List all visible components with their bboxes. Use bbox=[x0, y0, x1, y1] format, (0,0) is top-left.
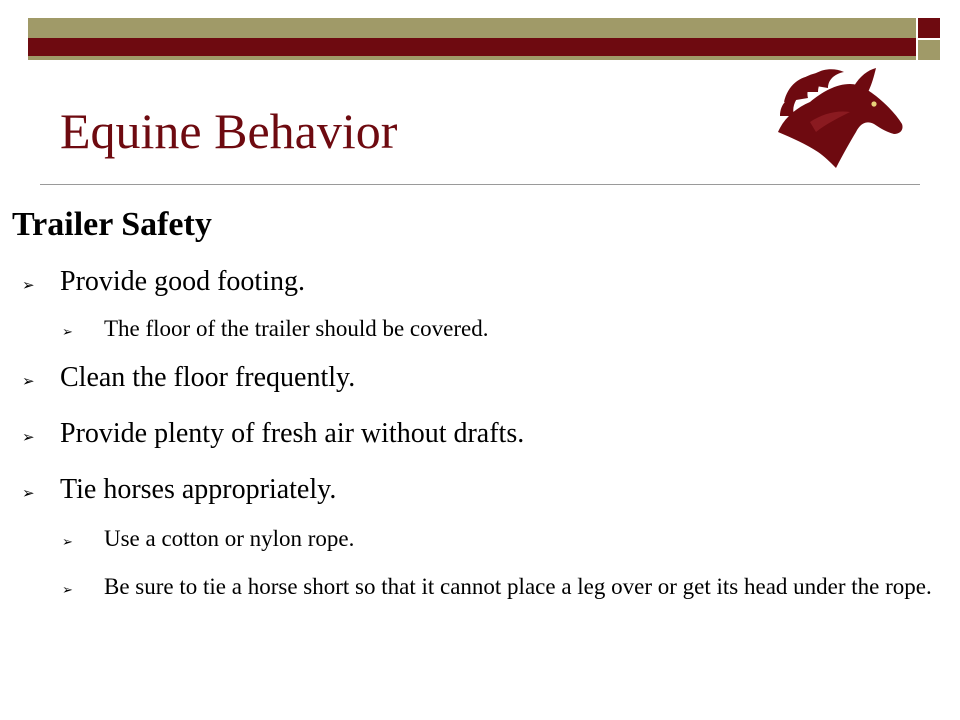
header-maroon-stripe bbox=[28, 38, 916, 56]
arrow-bullet-icon: ➢ bbox=[62, 534, 73, 549]
corner-olive-square bbox=[918, 40, 940, 60]
bullet-text: Provide good footing. bbox=[60, 266, 305, 297]
bullet-item bbox=[22, 362, 355, 394]
slide-title: Equine Behavior bbox=[60, 103, 398, 159]
arrow-bullet-icon: ➢ bbox=[22, 374, 35, 390]
bullet-text: Tie horses appropriately. bbox=[60, 474, 337, 505]
sub-bullet-text: Be sure to tie a horse short so that it cannot place a leg over or get its head under the rope. bbox=[104, 574, 932, 599]
arrow-bullet-icon: ➢ bbox=[22, 278, 35, 294]
corner-maroon-square bbox=[918, 18, 940, 38]
bullet-text: Provide plenty of fresh air without drafts. bbox=[60, 418, 525, 449]
header-olive-stripe bbox=[28, 18, 916, 38]
header-olive-thin-stripe bbox=[28, 56, 916, 60]
sub-bullet-item bbox=[62, 570, 952, 607]
arrow-bullet-icon: ➢ bbox=[22, 430, 35, 446]
sub-bullet-item bbox=[62, 312, 952, 349]
bullet-item bbox=[22, 418, 524, 450]
sub-bullet-item bbox=[62, 522, 952, 559]
header-decoration-bar bbox=[0, 0, 960, 64]
arrow-bullet-icon: ➢ bbox=[62, 324, 73, 339]
sub-bullet-text: The floor of the trailer should be covered. bbox=[104, 316, 489, 341]
title-divider bbox=[40, 184, 920, 185]
horse-head-icon bbox=[770, 62, 910, 174]
sub-bullet-text: Use a cotton or nylon rope. bbox=[104, 526, 355, 551]
arrow-bullet-icon: ➢ bbox=[62, 582, 73, 597]
bullet-item bbox=[22, 474, 336, 506]
section-heading: Trailer Safety bbox=[12, 206, 212, 243]
bullet-text: Clean the floor frequently. bbox=[60, 362, 356, 393]
arrow-bullet-icon: ➢ bbox=[22, 486, 35, 502]
bullet-item bbox=[22, 266, 305, 298]
